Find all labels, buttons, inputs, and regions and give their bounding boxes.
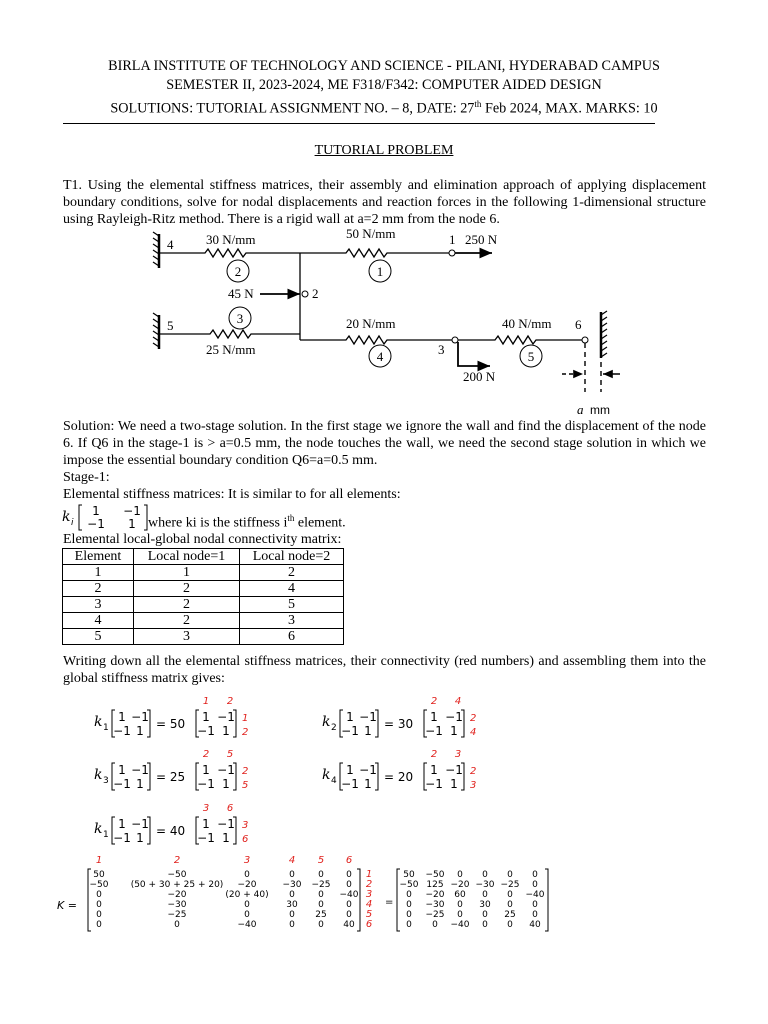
matrix-entry: 1: [222, 831, 230, 845]
label-spring4: 20 N/mm: [346, 316, 396, 331]
global-numeric-entry: 0: [532, 910, 538, 920]
matrix-entry: −1: [217, 817, 235, 831]
global-symbolic-entry: (20 + 40): [225, 890, 269, 900]
global-numeric-entry: −30: [475, 880, 495, 890]
right-rigid-wall: [601, 311, 607, 358]
matrix-entry: 1: [136, 724, 144, 738]
matrix-entry: 1: [450, 724, 458, 738]
global-numeric-entry: 125: [426, 880, 444, 890]
spring-element-3: [159, 330, 300, 338]
def-sup: th: [287, 513, 295, 523]
def-pre: where ki is the stiffness i: [148, 515, 288, 531]
svg-text:k: k: [62, 509, 71, 525]
force-arrow-node3: [458, 342, 490, 366]
matrix-k-subscript: 4: [331, 776, 337, 786]
matrix-entry: 1: [118, 817, 126, 831]
table-cell: 3: [240, 613, 344, 629]
matrix-entry: −1: [425, 724, 443, 738]
matrix-entry: 1: [364, 777, 372, 791]
global-symbolic-entry: 40: [343, 920, 355, 930]
matrix-entry: −1: [197, 777, 215, 791]
table-cell: 5: [240, 597, 344, 613]
global-dof-column-label: 6: [345, 855, 353, 866]
global-dof-row-label: 5: [365, 909, 373, 920]
matrix-k-symbol: k: [322, 767, 331, 783]
global-symbolic-entry: −40: [237, 920, 257, 930]
global-numeric-entry: 0: [406, 900, 412, 910]
global-symbolic-entry: 0: [174, 920, 180, 930]
matrix-entry: 1: [202, 763, 210, 777]
global-symbolic-entry: 0: [346, 910, 352, 920]
table-cell: 2: [134, 581, 240, 597]
global-symbolic-entry: −50: [89, 880, 109, 890]
global-numeric-entry: 60: [454, 890, 466, 900]
dof-column-label: 3: [202, 803, 210, 814]
global-dof-column-label: 1: [95, 855, 103, 866]
matrix-coefficient: = 30: [384, 717, 414, 731]
global-numeric-entry: 25: [504, 910, 516, 920]
header-assignment-pre: SOLUTIONS: TUTORIAL ASSIGNMENT NO. – 8, DATE: 27: [110, 100, 475, 117]
matrix-entry: −1: [113, 831, 131, 845]
matrix-entry: −1: [113, 777, 131, 791]
global-dof-row-label: 2: [365, 879, 373, 890]
table-cell: 6: [240, 629, 344, 645]
matrix-entry: 1: [364, 724, 372, 738]
spring-element-2: [159, 249, 300, 257]
global-numeric-entry: −25: [425, 910, 445, 920]
document-header: [0, 57, 768, 119]
global-dof-column-label: 3: [243, 855, 251, 866]
generic-stiffness-matrix: [60, 502, 150, 532]
global-numeric-entry: 0: [507, 870, 513, 880]
matrix-entry: −1: [197, 831, 215, 845]
label-node3: 3: [438, 342, 445, 357]
global-stiffness-matrix: [55, 855, 575, 945]
matrix-entry: −1: [113, 724, 131, 738]
label-spring2: 30 N/mm: [206, 232, 256, 247]
matrix-k-subscript: 3: [103, 776, 109, 786]
global-numeric-entry: 0: [457, 870, 463, 880]
global-numeric-entry: 0: [507, 890, 513, 900]
dof-row-label: 2: [470, 713, 477, 724]
global-symbolic-entry: −20: [167, 890, 187, 900]
dof-row-label: 6: [242, 834, 249, 845]
dof-column-label: 5: [226, 749, 234, 760]
header-institute: BIRLA INSTITUTE OF TECHNOLOGY AND SCIENCE - PILANI, HYDERABAD CAMPUS: [108, 58, 660, 74]
label-node2: 2: [312, 286, 319, 301]
matrix-entry: 1: [202, 710, 210, 724]
matrix-k-symbol: k: [94, 767, 103, 783]
element-stiffness-matrix: [92, 693, 292, 743]
matrix-coefficient: = 25: [156, 770, 186, 784]
dof-row-label: 2: [242, 727, 249, 738]
dof-row-label: 1: [242, 713, 249, 724]
matrix-entry: 1: [346, 710, 354, 724]
dof-column-label: 4: [454, 696, 462, 707]
matrix-entry: −1: [359, 763, 377, 777]
matrix-entry: −1: [217, 710, 235, 724]
matrix-entry: −1: [131, 817, 149, 831]
dof-column-label: 2: [202, 749, 210, 760]
dof-row-label: 4: [470, 727, 477, 738]
spring-diagram: [150, 222, 650, 417]
element-stiffness-matrix: [320, 693, 520, 743]
global-symbolic-entry: 0: [289, 920, 295, 930]
header-assignment-sup: th: [474, 99, 482, 109]
header-assignment-post: Feb 2024, MAX. MARKS: 10: [481, 100, 658, 117]
global-numeric-entry: 0: [482, 920, 488, 930]
global-symbolic-entry: −25: [167, 910, 187, 920]
global-symbolic-entry: 0: [244, 870, 250, 880]
matrix-entry: −1: [197, 724, 215, 738]
gm-11: 1: [92, 504, 100, 518]
element-label-5: 5: [527, 349, 535, 364]
dof-row-label: 3: [242, 820, 249, 831]
global-numeric-entry: 0: [532, 880, 538, 890]
global-symbolic-entry: 0: [289, 910, 295, 920]
table-cell: 3: [134, 629, 240, 645]
global-symbolic-entry: 0: [96, 890, 102, 900]
spring-element-5: [458, 336, 582, 344]
matrix-entry: 1: [222, 724, 230, 738]
assembly-description: Writing down all the elemental stiffness matrices, their connectivity (red numbers) and assembling them into the global stiffness matrix gives:: [63, 654, 706, 686]
stage-heading: Stage-1:: [63, 470, 110, 485]
matrix-entry: 1: [136, 831, 144, 845]
dof-row-label: 3: [470, 780, 477, 791]
global-numeric-entry: 0: [532, 900, 538, 910]
table-cell: 5: [63, 629, 134, 645]
problem-statement: T1. Using the elemental stiffness matrices, their assembly and elimination approach of applying displacement boundary conditions, solve for nodal displacements and reaction forces in the following 1-dimensional structure using Rayleigh-Ritz method. There is a rigid wall at a=2 mm from the node 6.: [63, 178, 706, 227]
global-symbolic-entry: 0: [289, 890, 295, 900]
global-numeric-entry: −25: [500, 880, 520, 890]
global-symbolic-entry: 0: [96, 920, 102, 930]
global-symbolic-entry: 0: [318, 900, 324, 910]
table-row: [63, 581, 344, 597]
global-dof-row-label: 3: [365, 889, 373, 900]
table-cell: 2: [63, 581, 134, 597]
label-node6: 6: [575, 317, 582, 332]
global-numeric-entry: −50: [399, 880, 419, 890]
dof-column-label: 2: [226, 696, 234, 707]
header-semester: SEMESTER II, 2023-2024, ME F318/F342: COMPUTER AIDED DESIGN: [166, 77, 602, 93]
table-row: [63, 565, 344, 581]
matrix-entry: 1: [118, 710, 126, 724]
global-symbolic-entry: (50 + 30 + 25 + 20): [130, 880, 224, 890]
global-symbolic-entry: 0: [346, 900, 352, 910]
dof-column-label: 2: [430, 749, 438, 760]
table-cell: 2: [134, 613, 240, 629]
global-symbolic-entry: 25: [315, 910, 327, 920]
global-numeric-entry: 40: [529, 920, 541, 930]
global-numeric-entry: −50: [425, 870, 445, 880]
global-symbolic-entry: −50: [167, 870, 187, 880]
element-label-4: 4: [376, 349, 384, 364]
global-numeric-entry: 0: [457, 900, 463, 910]
section-title: TUTORIAL PROBLEM: [314, 143, 454, 158]
global-numeric-entry: 0: [406, 890, 412, 900]
global-symbolic-entry: 0: [244, 910, 250, 920]
global-symbolic-entry: −25: [311, 880, 331, 890]
dof-row-label: 5: [242, 780, 249, 791]
stiffness-definition: [148, 510, 346, 532]
global-symbolic-entry: −20: [237, 880, 257, 890]
matrix-entry: −1: [341, 777, 359, 791]
left-wall-top: [153, 232, 159, 268]
matrix-entry: −1: [445, 763, 463, 777]
dof-row-label: 2: [242, 766, 249, 777]
solution-intro: Solution: We need a two-stage solution. In the first stage we ignore the wall and find the displacement of the node 6. If Q6 in the stage-1 is > a=0.5 mm, the node touches the wall, we need the second stage solution in which we impose the essential boundary condition Q6=a=0.5 mm.: [63, 419, 706, 468]
global-symbolic-entry: 0: [318, 870, 324, 880]
global-dof-row-label: 6: [365, 919, 373, 930]
global-numeric-entry: 50: [403, 870, 415, 880]
matrix-entry: 1: [222, 777, 230, 791]
matrix-k-symbol: k: [94, 714, 103, 730]
gm-12: −1: [123, 504, 141, 518]
global-numeric-entry: 0: [507, 920, 513, 930]
table-header-row: [63, 549, 344, 565]
matrix-entry: 1: [202, 817, 210, 831]
spring-element-4: [300, 336, 452, 344]
label-spring1: 50 N/mm: [346, 226, 396, 241]
dof-column-label: 3: [454, 749, 462, 760]
label-force2: 45 N: [228, 286, 254, 301]
global-symbolic-entry: 0: [244, 900, 250, 910]
label-force1: 250 N: [465, 232, 498, 247]
matrix-k-subscript: 1: [103, 830, 109, 840]
element-stiffness-matrix: [320, 746, 520, 796]
global-symbolic-entry: −30: [282, 880, 302, 890]
global-symbolic-entry: 50: [93, 870, 105, 880]
global-numeric-entry: 0: [432, 920, 438, 930]
matrix-coefficient: = 20: [384, 770, 414, 784]
table-cell: 1: [63, 565, 134, 581]
label-spring5: 40 N/mm: [502, 316, 552, 331]
elemental-heading: Elemental stiffness matrices: It is similar to for all elements:: [63, 487, 401, 502]
table-cell: 2: [240, 565, 344, 581]
matrix-entry: −1: [131, 710, 149, 724]
global-numeric-entry: −20: [450, 880, 470, 890]
global-symbolic-entry: 0: [318, 920, 324, 930]
table-row: [63, 613, 344, 629]
global-numeric-entry: 0: [457, 910, 463, 920]
ki-subscript: i: [71, 518, 74, 528]
global-symbolic-entry: 30: [286, 900, 298, 910]
global-symbolic-entry: 0: [346, 880, 352, 890]
dof-column-label: 6: [226, 803, 234, 814]
matrix-entry: −1: [425, 777, 443, 791]
global-numeric-entry: 0: [532, 870, 538, 880]
global-symbolic-entry: 0: [289, 870, 295, 880]
matrix-entry: −1: [217, 763, 235, 777]
label-node4: 4: [167, 237, 174, 252]
global-numeric-entry: 0: [482, 910, 488, 920]
global-equals: =: [385, 897, 394, 908]
global-numeric-entry: 0: [482, 870, 488, 880]
element-label-1: 1: [376, 264, 384, 279]
global-symbolic-entry: 0: [96, 910, 102, 920]
global-numeric-entry: 30: [479, 900, 491, 910]
connectivity-heading: Elemental local-global nodal connectivity matrix:: [63, 532, 342, 547]
matrix-entry: 1: [118, 763, 126, 777]
header-rule: [63, 123, 655, 124]
left-wall-bottom: [153, 313, 159, 349]
table-cell: 3: [63, 597, 134, 613]
header-assignment: [0, 95, 768, 119]
matrix-entry: −1: [131, 763, 149, 777]
def-post: element.: [294, 515, 346, 531]
matrix-entry: 1: [136, 777, 144, 791]
dof-row-label: 2: [470, 766, 477, 777]
matrix-entry: −1: [341, 724, 359, 738]
table-cell: 4: [240, 581, 344, 597]
label-force3: 200 N: [463, 369, 496, 384]
global-numeric-entry: −20: [425, 890, 445, 900]
matrix-entry: 1: [346, 763, 354, 777]
matrix-k-subscript: 1: [103, 723, 109, 733]
header-local-node-1: Local node=1: [134, 549, 240, 565]
global-dof-column-label: 2: [173, 855, 181, 866]
global-numeric-entry: −30: [425, 900, 445, 910]
element-stiffness-matrix: [92, 800, 292, 850]
global-symbolic-entry: 0: [346, 870, 352, 880]
global-numeric-entry: 0: [406, 910, 412, 920]
table-cell: 1: [134, 565, 240, 581]
spring-element-1: [300, 249, 452, 257]
global-numeric-entry: 0: [482, 890, 488, 900]
matrix-entry: 1: [450, 777, 458, 791]
global-symbolic-entry: 0: [318, 890, 324, 900]
matrix-k-subscript: 2: [331, 723, 337, 733]
global-dof-row-label: 4: [365, 899, 373, 910]
table-row: [63, 629, 344, 645]
matrix-coefficient: = 50: [156, 717, 186, 731]
matrix-entry: −1: [445, 710, 463, 724]
label-gap-unit: mm: [590, 403, 610, 417]
table-cell: 2: [134, 597, 240, 613]
global-symbolic-entry: 0: [96, 900, 102, 910]
global-numeric-entry: 0: [507, 900, 513, 910]
global-symbolic-entry: −40: [339, 890, 359, 900]
global-dof-column-label: 4: [288, 855, 296, 866]
matrix-entry: 1: [430, 710, 438, 724]
element-label-3: 3: [236, 311, 244, 326]
label-node5: 5: [167, 318, 174, 333]
global-numeric-entry: −40: [450, 920, 470, 930]
label-node1: 1: [449, 232, 456, 247]
global-k-label: K =: [57, 899, 77, 912]
connectivity-table: [62, 548, 344, 645]
gm-21: −1: [87, 517, 105, 531]
table-cell: 4: [63, 613, 134, 629]
header-element: Element: [63, 549, 134, 565]
header-local-node-2: Local node=2: [240, 549, 344, 565]
label-gap: a: [577, 402, 584, 417]
global-numeric-entry: −40: [525, 890, 545, 900]
dof-column-label: 2: [430, 696, 438, 707]
element-stiffness-matrix: [92, 746, 292, 796]
label-spring3: 25 N/mm: [206, 342, 256, 357]
matrix-k-symbol: k: [94, 821, 103, 837]
global-symbolic-entry: −30: [167, 900, 187, 910]
global-dof-row-label: 1: [365, 869, 373, 880]
dof-column-label: 1: [202, 696, 210, 707]
matrix-entry: −1: [359, 710, 377, 724]
matrix-coefficient: = 40: [156, 824, 186, 838]
table-row: [63, 597, 344, 613]
element-label-2: 2: [234, 264, 242, 279]
matrix-k-symbol: k: [322, 714, 331, 730]
gm-22: 1: [128, 517, 136, 531]
global-numeric-entry: 0: [406, 920, 412, 930]
global-dof-column-label: 5: [317, 855, 325, 866]
matrix-entry: 1: [430, 763, 438, 777]
